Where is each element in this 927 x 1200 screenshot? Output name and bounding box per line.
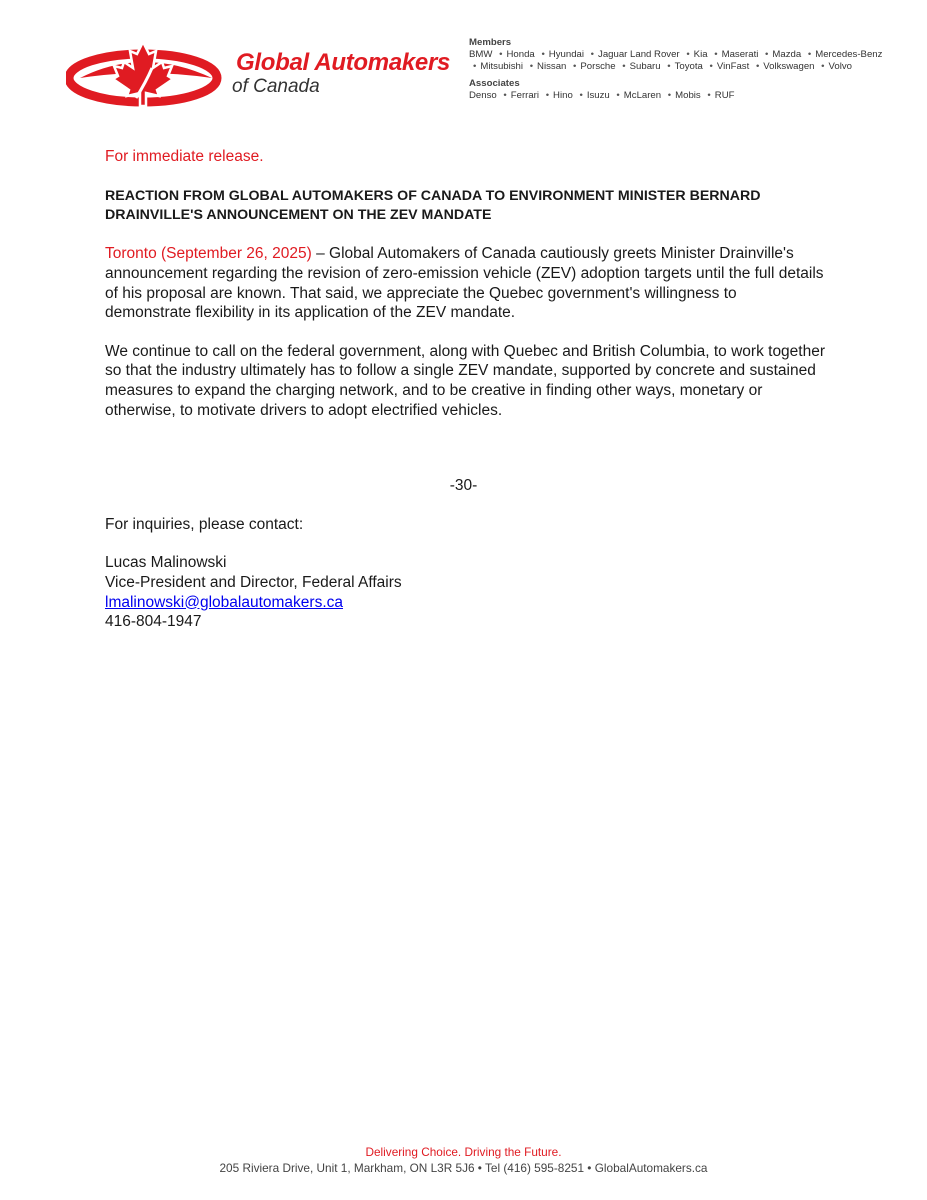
bullet-separator: •: [667, 89, 672, 101]
contact-email-link[interactable]: lmalinowski@globalautomakers.ca: [105, 593, 344, 611]
headline: REACTION FROM GLOBAL AUTOMAKERS OF CANADA TO ENVIRONMENT MINISTER BERNARD DRAINVILLE'S ANNOUNCEMENT ON THE ZEV MANDATE: [105, 187, 761, 223]
member-name: Honda: [506, 49, 535, 61]
associate-name: Denso: [469, 89, 497, 101]
bullet-separator: •: [709, 61, 713, 73]
bullet-separator: •: [545, 89, 550, 101]
bullet-separator: •: [541, 49, 545, 61]
bullet-separator: •: [755, 61, 760, 73]
bullet-separator: •: [714, 49, 718, 61]
member-name: Volvo: [828, 61, 852, 73]
bullet-separator: •: [686, 49, 690, 61]
member-name: Jaguar Land Rover: [598, 49, 680, 61]
bullet-separator: •: [622, 61, 626, 73]
bullet-separator: •: [579, 89, 583, 101]
bullet-separator: •: [590, 49, 595, 61]
member-name: BMW: [469, 49, 493, 61]
associate-name: Mobis: [675, 89, 701, 101]
bullet-separator: •: [765, 49, 769, 61]
contact-title: Vice-President and Director, Federal Affairs: [105, 573, 402, 591]
paragraph-1-text: – Global Automakers of Canada cautiously greets Minister Drainville's announcement regarding the revision of zero-emission vehicle (ZEV) adoption targets until the full details of his proposal are known. That said, we appreciate the Quebec government's willingness to demonstrate flexibility in its application of the ZEV mandate.: [105, 245, 824, 322]
members-block: [469, 37, 909, 102]
members-list: [469, 49, 909, 73]
paragraph-2: We continue to call on the federal government, along with Quebec and British Columbia, to work together so that the industry ultimately has to follow a single ZEV mandate, supported by concrete and sustained measures to expand the charging network, and to be creative in finding other ways, monetary or otherwise, to motivate drivers to adopt electrified vehicles.: [105, 342, 826, 419]
member-name: Hyundai: [548, 49, 584, 61]
associates-list: [469, 90, 909, 102]
release-notice: For immediate release.: [105, 148, 264, 165]
bullet-separator: •: [499, 49, 503, 61]
bullet-separator: •: [503, 89, 507, 101]
bullet-separator: •: [707, 89, 711, 101]
contact-phone: 416-804-1947: [105, 613, 202, 631]
contact-name: Lucas Malinowski: [105, 554, 227, 572]
end-mark: -30-: [449, 477, 478, 495]
associate-name: Isuzu: [586, 89, 610, 101]
associates-label: Associates: [469, 77, 520, 89]
member-name: Kia: [693, 49, 708, 61]
bullet-separator: •: [821, 61, 825, 73]
associate-name: McLaren: [623, 89, 662, 101]
footer: [0, 1144, 927, 1176]
member-name: Mercedes-Benz: [815, 49, 883, 61]
member-name: Volkswagen: [763, 61, 815, 73]
bullet-separator: •: [473, 61, 477, 73]
members-label: Members: [469, 37, 512, 48]
associate-name: Hino: [553, 89, 573, 101]
bullet-separator: •: [667, 61, 671, 73]
bullet-separator: •: [573, 61, 577, 73]
dateline: Toronto (September 26, 2025): [105, 245, 312, 263]
press-release-body: [105, 147, 825, 632]
member-name: Toyota: [674, 61, 703, 73]
member-name: Maserati: [721, 49, 759, 61]
member-name: Nissan: [537, 61, 567, 73]
org-subtitle: of Canada: [232, 76, 320, 97]
inquiries-line: For inquiries, please contact:: [105, 515, 304, 533]
maple-leaf-logo-icon: [66, 38, 226, 110]
member-name: Mazda: [772, 49, 802, 61]
bullet-separator: •: [807, 49, 812, 61]
bullet-separator: •: [616, 89, 620, 101]
org-name: Global Automakers: [236, 49, 451, 76]
associate-name: RUF: [714, 89, 735, 101]
member-name: Porsche: [580, 61, 616, 73]
footer-address: 205 Riviera Drive, Unit 1, Markham, ON L3R 5J6 • Tel (416) 595-8251 • GlobalAutomakers.ca: [219, 1161, 708, 1175]
contact-block: [105, 553, 825, 631]
footer-tagline: Delivering Choice. Driving the Future.: [365, 1145, 562, 1159]
paragraph-1: [105, 244, 825, 322]
member-name: Subaru: [629, 61, 661, 73]
member-name: Mitsubishi: [480, 61, 524, 73]
member-name: VinFast: [716, 61, 750, 73]
bullet-separator: •: [529, 61, 534, 73]
associate-name: Ferrari: [510, 89, 540, 101]
